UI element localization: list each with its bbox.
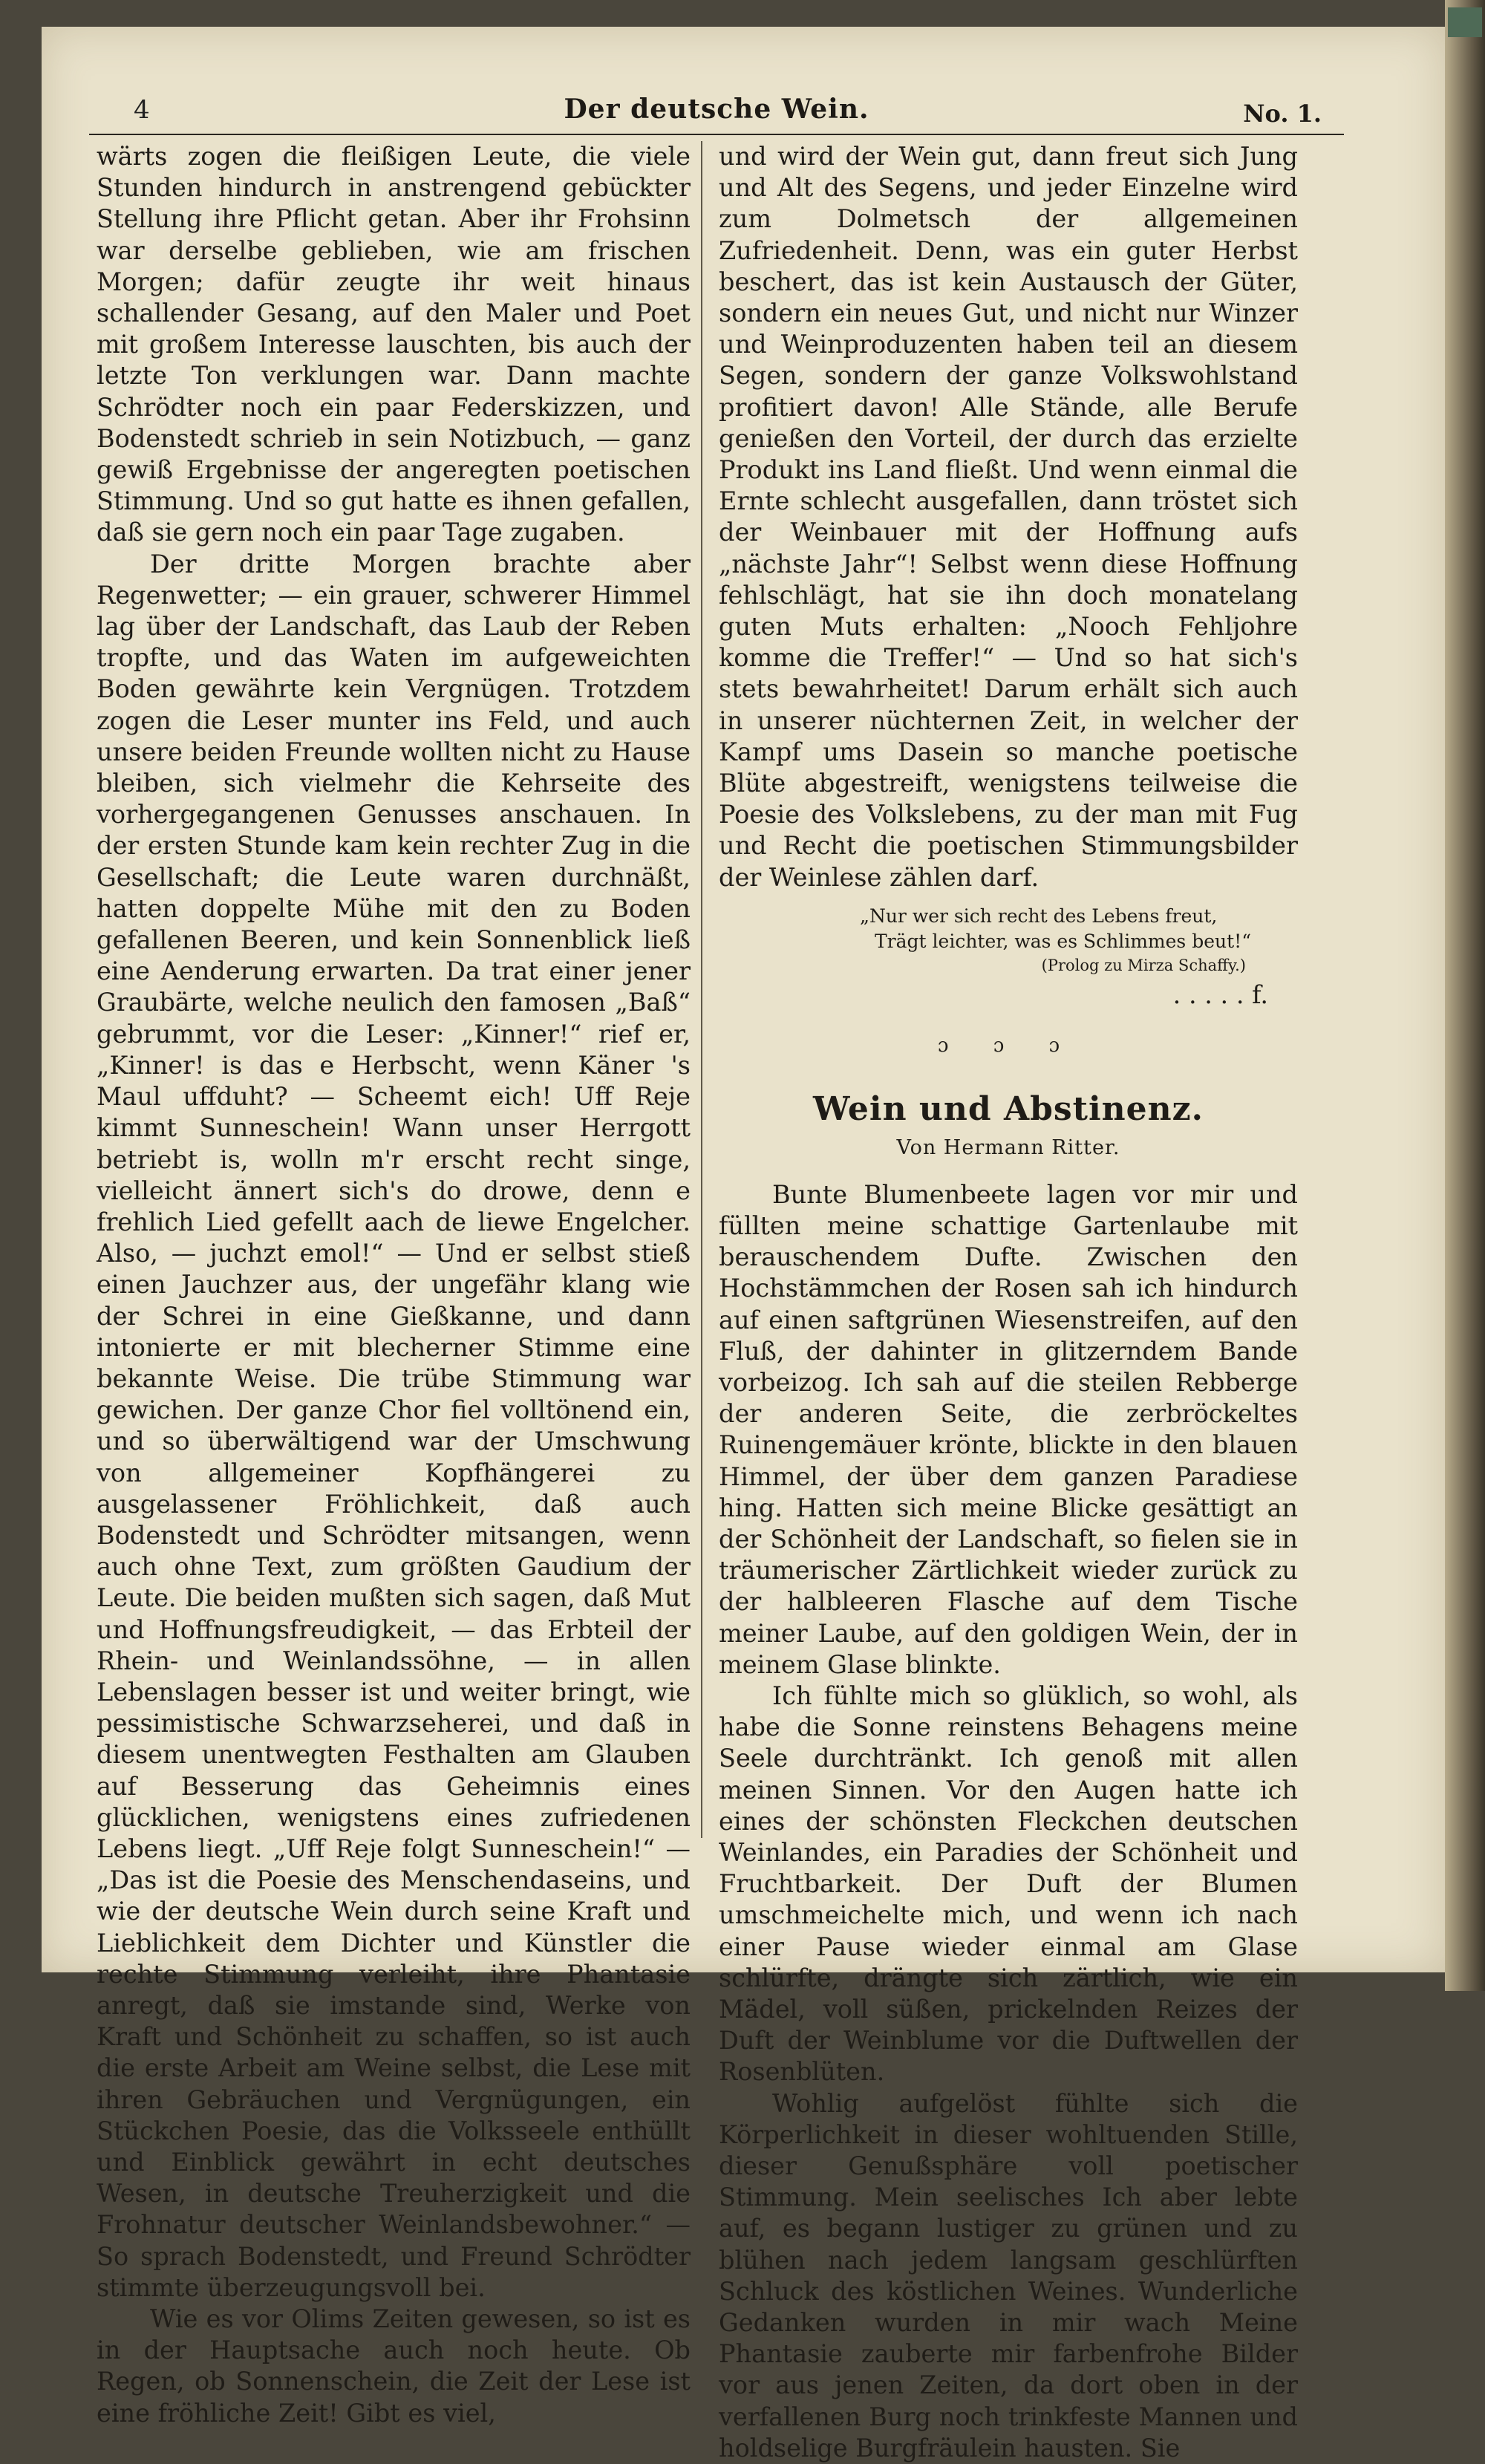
author-signature: . . . . . f. bbox=[1172, 980, 1268, 1009]
quote-line: Trägt leichter, was es Schlimmes beut!“ bbox=[875, 930, 1251, 952]
paragraph: und wird der Wein gut, dann freut sich Jung und Alt des Segens, und jeder Einzelne wird zum Dolmetsch der allgemeinen Zufriedenheit. Denn, was ein guter Herbst beschert, das ist kein Austausch der Güter, sondern ein neues Gut, und nicht nur Winzer und Weinproduzenten haben teil an diesem Segen, sondern der ganze Volkswohlstand profitiert davon! Alle Stände, alle Berufe genießen den Vorteil, der durch das erzielte Produkt ins Land fließt. Und wenn einmal die Ernte schlecht ausgefallen, dann tröstet sich der Weinbauer mit der Hoffnung aufs „nächste Jahr“! Selbst wenn diese Hoffnung fehlschlägt, hat sie ihn doch monatelang guten Muts erhalten: „Nooch Fehljohre komme die Treffer!“ — Und so hat sich's stets bewahrheitet! Darum erhält sich auch in unserer nüchternen Zeit, in welcher der Kampf ums Dasein so manche poetische Blüte abgestreift, wenigstens teilweise die Poesie des Volkslebens, zu der man mit Fug und Recht die poetischen Stimmungsbilder der Weinlese zählen darf. bbox=[719, 142, 1298, 892]
verse-quote bbox=[719, 904, 1298, 954]
book-edge bbox=[1445, 0, 1485, 1991]
paragraph: Bunte Blumenbeete lagen vor mir und füllten meine schattige Gartenlaube mit berauschendem Dufte. Zwischen den Hochstämmchen der Rosen sah ich hindurch auf einen saftgrünen Wiesenstreifen, auf den Fluß, der dahinter in glitzerndem Bande vorbeizog. Ich sah auf die steilen Rebberge der anderen Seite, die zerbröckeltes Ruinengemäuer krönte, blickte in den blauen Himmel, der über dem ganzen Paradiese hing. Hatten sich meine Blicke gesättigt an der Schönheit der Landschaft, so fielen sie in träumerischer Zärtlichkeit wieder zurück zu der halbleeren Flasche auf dem Tische meiner Laube, auf den goldigen Wein, der in meinem Glase blinkte. bbox=[719, 1179, 1298, 1679]
quote-source: (Prolog zu Mirza Schaffy.) bbox=[1041, 956, 1246, 974]
right-column bbox=[719, 141, 1298, 2464]
article-byline: Von Hermann Ritter. bbox=[896, 1136, 1120, 1160]
paragraph: Ich fühlte mich so glüklich, so wohl, als habe die Sonne reinstens Behagens meine Seele durchtränkt. Ich genoß mit allen meinen Sinnen. Vor den Augen hatte ich eines der schönsten Fleckchen deutschen Weinlandes, ein Paradies der Schönheit und Fruchtbarkeit. Der Duft der Blumen umschmeichelte mich, und wenn ich nach einer Pause wieder einmal am Glase schlürfte, drängte sich zärtlich, wie ein Mädel, voll süßen, prickelnden Reizes der Duft der Weinblume vor die Duftwellen der Rosenblüten. bbox=[719, 1681, 1298, 2087]
journal-title: Der deutsche Wein. bbox=[564, 94, 869, 125]
paragraph: Wie es vor Olims Zeiten gewesen, so ist es in der Hauptsache auch noch heute. Ob Regen, ob Sonnenschein, die Zeit der Lese ist eine fröhliche Zeit! Gibt es viel, bbox=[97, 2304, 691, 2428]
column-divider bbox=[701, 141, 702, 1838]
paragraph: Der dritte Morgen brachte aber Regenwetter; — ein grauer, schwerer Himmel lag über der Landschaft, das Laub der Reben tropfte, und das Waten im aufgeweichten Boden gewährte kein Vergnügen. Trotzdem zogen die Leser munter ins Feld, und auch unsere beiden Freunde wollten nicht zu Hause bleiben, sich vielmehr die Kehrseite des vorhergegangenen Genusses anschauen. In der ersten Stunde kam kein rechter Zug in die Gesellschaft; die Leute waren durchnäßt, hatten doppelte Mühe mit den zu Boden gefallenen Beeren, und kein Sonnenblick ließ eine Aenderung erwarten. Da trat einer jener Graubärte, welche neulich den famosen „Baß“ gebrummt, vor die Leser: „Kinner!“ rief er, „Kinner! is das e Herbscht, wenn Käner 's Maul uffduht? — Scheemt eich! Uff Reje kimmt Sunneschein! Wann unser Herrgott betriebt is, wolln m'r erscht recht singe, vielleicht ännert sich's do drowe, denn e frehlich Lied gefellt aach de liewe Engelcher. Also, — juchzt emol!“ — Und er selbst stieß einen Jauchzer aus, der ungefähr klang wie der Schrei in eine Gießkanne, und dann intonierte er mit blecherner Stimme eine bekannte Weise. Die trübe Stimmung war gewichen. Der ganze Chor fiel volltönend ein, und so überwältigend war der Umschwung von allgemeiner Kopfhängerei zu ausgelassener Fröhlichkeit, daß auch Bodenstedt und Schrödter mitsangen, wenn auch ohne Text, zum größten Gaudium der Leute. Die beiden mußten sich sagen, daß Mut und Hoffnungsfreudigkeit, — das Erbteil der Rhein- und Weinlandssöhne, — in allen Lebenslagen besser ist und weiter bringt, wie pessimistische Schwarzseherei, und daß in diesem unentwegten Festhalten am Glauben auf Besserung das Geheimnis eines glücklichen, wenigstens eines zufriedenen Lebens liegt. „Uff Reje folgt Sunneschein!“ — „Das ist die Poesie des Menschendaseins, und wie der deutsche Wein durch seine Kraft und Lieblichkeit dem Dichter und Künstler die rechte Stimmung verleiht, ihre Phantasie anregt, daß sie imstande sind, Werke von Kraft und Schönheit zu schaffen, so ist auch die erste Arbeit am Weine selbst, die Lese mit ihren Gebräuchen und Vergnügungen, ein Stückchen Poesie, das die Volksseele enthüllt und Einblick gewährt in echt deutsches Wesen, in deutsche Treuherzigkeit und die Frohnatur deutscher Weinlandsbewohner.“ — So sprach Bodenstedt, und Freund Schrödter stimmte überzeugungsvoll bei. bbox=[97, 549, 691, 2302]
quote-line: „Nur wer sich recht des Lebens freut, bbox=[860, 905, 1218, 927]
paragraph: wärts zogen die fleißigen Leute, die viele Stunden hindurch in anstrengend gebückter Stellung ihre Pflicht getan. Aber ihr Frohsinn war derselbe geblieben, wie am frischen Morgen; dafür zeugte ihr weit hinaus schallender Gesang, auf den Maler und Poet mit großem Interesse lauschten, bis auch der letzte Ton verklungen war. Dann machte Schrödter noch ein paar Federskizzen, und Bodenstedt schrieb in sein Notizbuch, — ganz gewiß Ergebnisse der angeregten poetischen Stimmung. Und so gut hatte es ihnen gefallen, daß sie gern noch ein paar Tage zugaben. bbox=[97, 142, 691, 547]
page-number: 4 bbox=[134, 95, 150, 125]
issue-number: No. 1. bbox=[1243, 100, 1322, 128]
ornament-divider: ɔ ɔ ɔ bbox=[937, 1034, 1080, 1057]
left-column bbox=[97, 141, 691, 2429]
article-title: Wein und Abstinenz. bbox=[813, 1090, 1204, 1129]
page-header bbox=[89, 89, 1344, 135]
paragraph: Wohlig aufgelöst fühlte sich die Körperlichkeit in dieser wohltuenden Stille, dieser Genußsphäre voll poetischer Stimmung. Mein seelisches Ich aber lebte auf, es begann lustiger zu grünen und zu blühen nach jedem langsam geschlürften Schluck des köstlichen Weines. Wunderliche Gedanken wurden in mir wach Meine Phantasie zauberte mir farbenfrohe Bilder vor aus jenen Zeiten, da dort oben in der verfallenen Burg noch trinkfeste Mannen und holdselige Burgfräulein hausten. Sie bbox=[719, 2088, 1298, 2463]
book-band bbox=[1448, 7, 1482, 37]
